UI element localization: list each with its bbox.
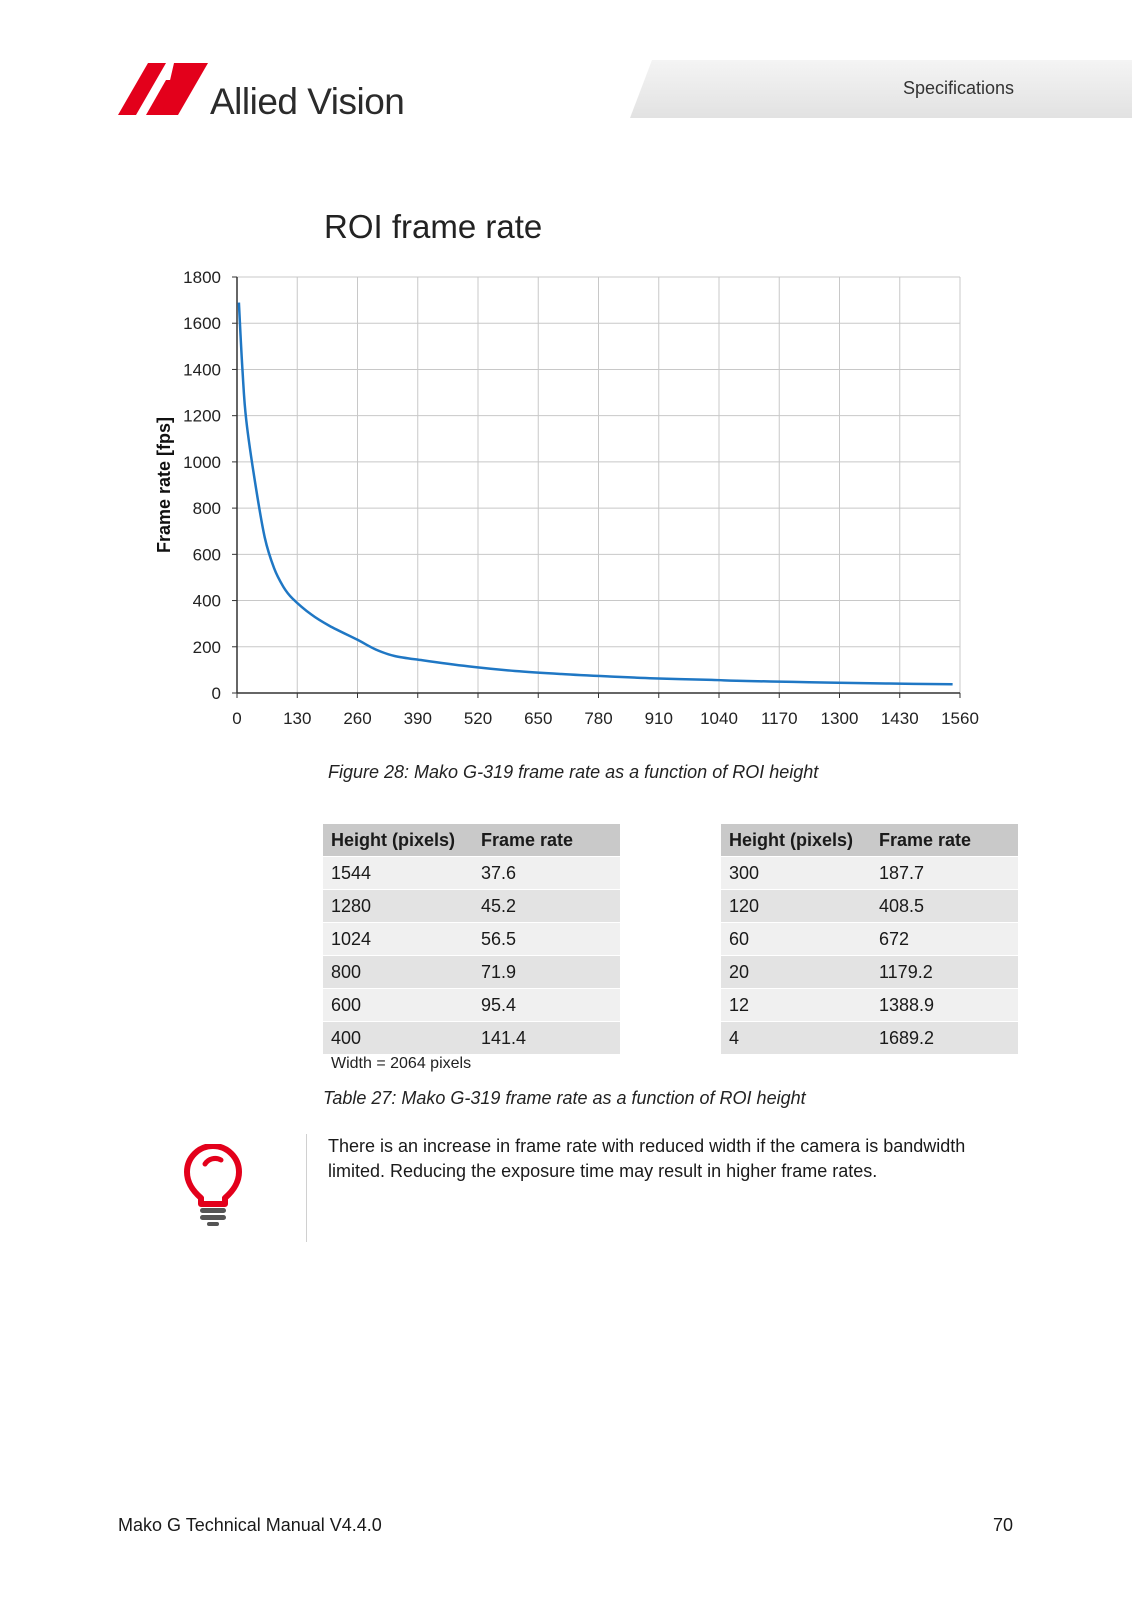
cell-frame-rate: 45.2: [473, 890, 620, 923]
chart-grid: [237, 277, 960, 693]
table-row: [721, 890, 1018, 923]
y-tick-label: 1600: [183, 314, 221, 334]
x-tick-label: 0: [232, 709, 242, 728]
cell-frame-rate: 37.6: [473, 857, 620, 890]
y-tick-label: 1200: [183, 406, 221, 426]
y-tick-label: 1800: [183, 268, 221, 287]
cell-height: 1544: [323, 857, 473, 890]
cell-frame-rate: 672: [871, 923, 1018, 956]
x-tick-label: 1560: [941, 709, 979, 728]
cell-frame-rate: 1179.2: [871, 956, 1018, 989]
frame-rate-table-left: [323, 824, 620, 1054]
frame-rate-chart: [140, 265, 1020, 745]
figure-caption: Figure 28: Mako G-319 frame rate as a function of ROI height: [328, 762, 819, 782]
x-tick-label: 1430: [880, 709, 919, 728]
x-tick-label: 1300: [820, 709, 859, 728]
cell-height: 800: [323, 956, 473, 989]
table-note: Width = 2064 pixels: [331, 1055, 472, 1072]
cell-frame-rate: 71.9: [473, 956, 620, 989]
table-caption: Table 27: Mako G-319 frame rate as a function of ROI height: [323, 1088, 806, 1108]
frame-rate-table-right: [721, 824, 1018, 1054]
x-tick-label: 390: [403, 709, 432, 728]
footer-manual-title: Mako G Technical Manual V4.4.0: [118, 1515, 382, 1535]
cell-frame-rate: 1388.9: [871, 989, 1018, 1022]
cell-frame-rate: 187.7: [871, 857, 1018, 890]
table-row: [721, 923, 1018, 956]
cell-height: 12: [721, 989, 871, 1022]
x-tick-label: 910: [644, 709, 673, 728]
table-row: [323, 1022, 620, 1055]
table-row: [721, 989, 1018, 1022]
cell-height: 400: [323, 1022, 473, 1055]
y-tick-label: 1000: [183, 452, 221, 472]
header-frame-rate: Frame rate: [871, 824, 1018, 857]
table-row: [323, 857, 620, 890]
cell-height: 60: [721, 923, 871, 956]
cell-height: 600: [323, 989, 473, 1022]
frame-rate-series-line: [239, 303, 953, 685]
cell-frame-rate: 95.4: [473, 989, 620, 1022]
y-tick-label: 0: [211, 684, 221, 703]
x-tick-label: 260: [343, 709, 372, 728]
section-title: Specifications: [902, 78, 1014, 98]
y-tick-labels: [183, 268, 221, 703]
y-tick-label: 400: [192, 591, 221, 611]
cell-height: 20: [721, 956, 871, 989]
allied-vision-logo-icon: [118, 60, 210, 122]
table-row: [323, 989, 620, 1022]
tip-text: There is an increase in frame rate with reduced width if the camera is bandwidth limited. Reducing the exposure time may result in higher frame rates.: [328, 1136, 966, 1181]
y-tick-label: 600: [192, 545, 221, 565]
x-tick-label: 780: [584, 709, 613, 728]
x-tick-label: 130: [283, 709, 312, 728]
y-axis-label: Frame rate [fps]: [154, 416, 174, 554]
tip-divider: [306, 1134, 307, 1242]
header-height: Height (pixels): [323, 824, 473, 857]
x-tick-label: 1170: [760, 709, 798, 728]
header-frame-rate: Frame rate: [473, 824, 620, 857]
cell-frame-rate: 408.5: [871, 890, 1018, 923]
y-tick-label: 800: [192, 499, 221, 519]
page-number: 70: [992, 1515, 1013, 1535]
cell-height: 1280: [323, 890, 473, 923]
brand-logo: [118, 60, 418, 122]
cell-height: 300: [721, 857, 871, 890]
table-row: [721, 956, 1018, 989]
cell-height: 120: [721, 890, 871, 923]
table-row: [323, 956, 620, 989]
cell-height: 4: [721, 1022, 871, 1055]
brand-name: Allied Vision: [210, 81, 405, 122]
cell-frame-rate: 1689.2: [871, 1022, 1018, 1055]
x-tick-label: 520: [463, 709, 493, 728]
cell-frame-rate: 141.4: [473, 1022, 620, 1055]
table-row: [721, 857, 1018, 890]
x-tick-labels: [232, 709, 979, 728]
chart-axes: [232, 277, 960, 698]
y-tick-label: 200: [192, 637, 221, 657]
header-tab: [630, 60, 1132, 118]
table-row: [323, 890, 620, 923]
cell-height: 1024: [323, 923, 473, 956]
chart-title: ROI frame rate: [324, 208, 543, 245]
header-height: Height (pixels): [721, 824, 871, 857]
x-tick-label: 650: [524, 709, 553, 728]
x-tick-label: 1040: [700, 709, 738, 728]
y-tick-label: 1400: [183, 360, 221, 380]
table-row: [323, 923, 620, 956]
cell-frame-rate: 56.5: [473, 923, 620, 956]
table-row: [721, 1022, 1018, 1055]
lightbulb-icon: [183, 1144, 243, 1226]
